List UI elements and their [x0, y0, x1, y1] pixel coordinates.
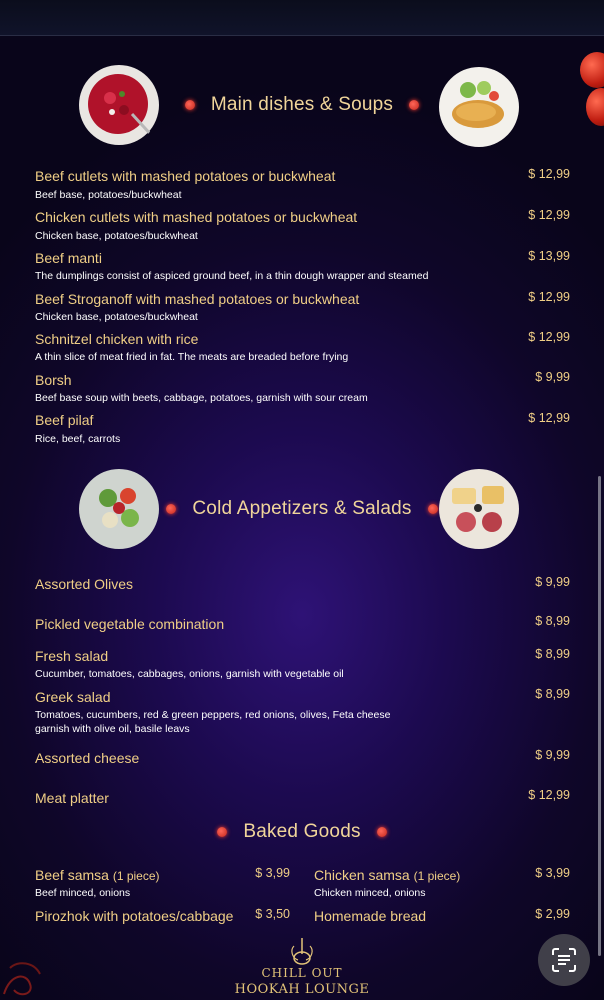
menu-item-price: $ 8,99 [535, 647, 570, 661]
menu-item-price: $ 13,99 [528, 249, 570, 263]
menu-item-desc: Beef minced, onions [35, 887, 131, 899]
menu-item-desc: Rice, beef, carrots [35, 433, 121, 445]
menu-item-price: $ 9,99 [535, 748, 570, 762]
menu-item-price: $ 12,99 [528, 411, 570, 425]
ornament-decoration [0, 954, 50, 1000]
bullet-dot-icon [377, 827, 387, 837]
section-title: Baked Goods [243, 821, 361, 842]
menu-item-price: $ 12,99 [528, 167, 570, 181]
menu-item-qty: (1 piece) [112, 869, 160, 883]
menu-item-desc: Chicken base, potatoes/buckwheat [35, 230, 198, 242]
tomato-decoration [580, 52, 604, 88]
menu-item-label: Chicken samsa [314, 867, 410, 883]
menu-item-price: $ 8,99 [535, 614, 570, 628]
menu-item-price: $ 12,99 [528, 788, 570, 802]
menu-item-price: $ 3,99 [535, 866, 570, 880]
lounge-logo [232, 936, 372, 1000]
menu-item-name: Assorted Olives [35, 576, 134, 592]
menu-item-name: Meat platter [35, 790, 109, 806]
section-title: Main dishes & Soups [210, 94, 394, 115]
bullet-dot-icon [217, 827, 227, 837]
schnitzel-plate-image [438, 66, 520, 148]
menu-item-name: Borsh [35, 372, 72, 388]
menu-item-name: Beef manti [35, 250, 102, 266]
logo-text-bottom: HOOKAH LOUNGE [234, 982, 370, 997]
top-bar [0, 0, 604, 36]
menu-item-name [314, 867, 460, 883]
menu-item-price: $ 9,99 [535, 575, 570, 589]
menu-item-price: $ 3,50 [255, 907, 290, 921]
menu-item-desc: A thin slice of meat fried in fat. The meats are breaded before frying [35, 351, 349, 363]
menu-item-desc: Chicken base, potatoes/buckwheat [35, 311, 198, 323]
menu-page [0, 36, 604, 1000]
menu-item-name: Beef cutlets with mashed potatoes or buckwheat [35, 168, 336, 184]
menu-item-name: Chicken cutlets with mashed potatoes or buckwheat [35, 209, 358, 225]
menu-item-name: Beef Stroganoff with mashed potatoes or buckwheat [35, 291, 360, 307]
menu-item-price: $ 8,99 [535, 687, 570, 701]
menu-item-name: Homemade bread [314, 908, 427, 924]
logo-text-top: CHILL OUT [261, 966, 343, 980]
menu-item-name [35, 867, 160, 883]
scan-text-icon [550, 946, 578, 974]
menu-item-name: Schnitzel chicken with rice [35, 331, 199, 347]
menu-item-label: Beef samsa [35, 867, 109, 883]
hookah-icon [288, 936, 316, 966]
menu-item-name: Fresh salad [35, 648, 109, 664]
menu-item-qty: (1 piece) [413, 869, 461, 883]
menu-item-name: Greek salad [35, 689, 111, 705]
scan-text-button[interactable] [538, 934, 590, 986]
menu-item-price: $ 3,99 [255, 866, 290, 880]
menu-item-name: Beef pilaf [35, 412, 94, 428]
menu-item-price: $ 12,99 [528, 330, 570, 344]
scrollbar[interactable] [598, 476, 601, 956]
section-header-baked [0, 812, 604, 852]
menu-item-desc: Beef base, potatoes/buckwheat [35, 189, 182, 201]
menu-item-desc: Cucumber, tomatoes, cabbages, onions, garnish with vegetable oil [35, 668, 344, 680]
menu-item-price: $ 12,99 [528, 208, 570, 222]
bullet-dot-icon [409, 100, 419, 110]
menu-item-price: $ 12,99 [528, 290, 570, 304]
platter-plate-image [438, 468, 520, 550]
menu-item-name: Pickled vegetable combination [35, 616, 225, 632]
menu-item-name: Pirozhok with potatoes/cabbage [35, 908, 234, 924]
menu-item-desc: Chicken minced, onions [314, 887, 426, 899]
menu-item-price: $ 2,99 [535, 907, 570, 921]
bullet-dot-icon [428, 504, 438, 514]
menu-item-desc: The dumplings consist of aspiced ground beef, in a thin dough wrapper and steamed [35, 270, 429, 282]
menu-item-name: Assorted cheese [35, 750, 140, 766]
menu-item-desc: Tomatoes, cucumbers, red & green peppers, red onions, olives, Feta cheese garnish with olive oil, basile leavs [35, 709, 391, 735]
bullet-dot-icon [185, 100, 195, 110]
menu-item-price: $ 9,99 [535, 370, 570, 384]
menu-item-desc: Beef base soup with beets, cabbage, potatoes, garnish with sour cream [35, 392, 368, 404]
bullet-dot-icon [166, 504, 176, 514]
section-title: Cold Appetizers & Salads [192, 498, 412, 519]
